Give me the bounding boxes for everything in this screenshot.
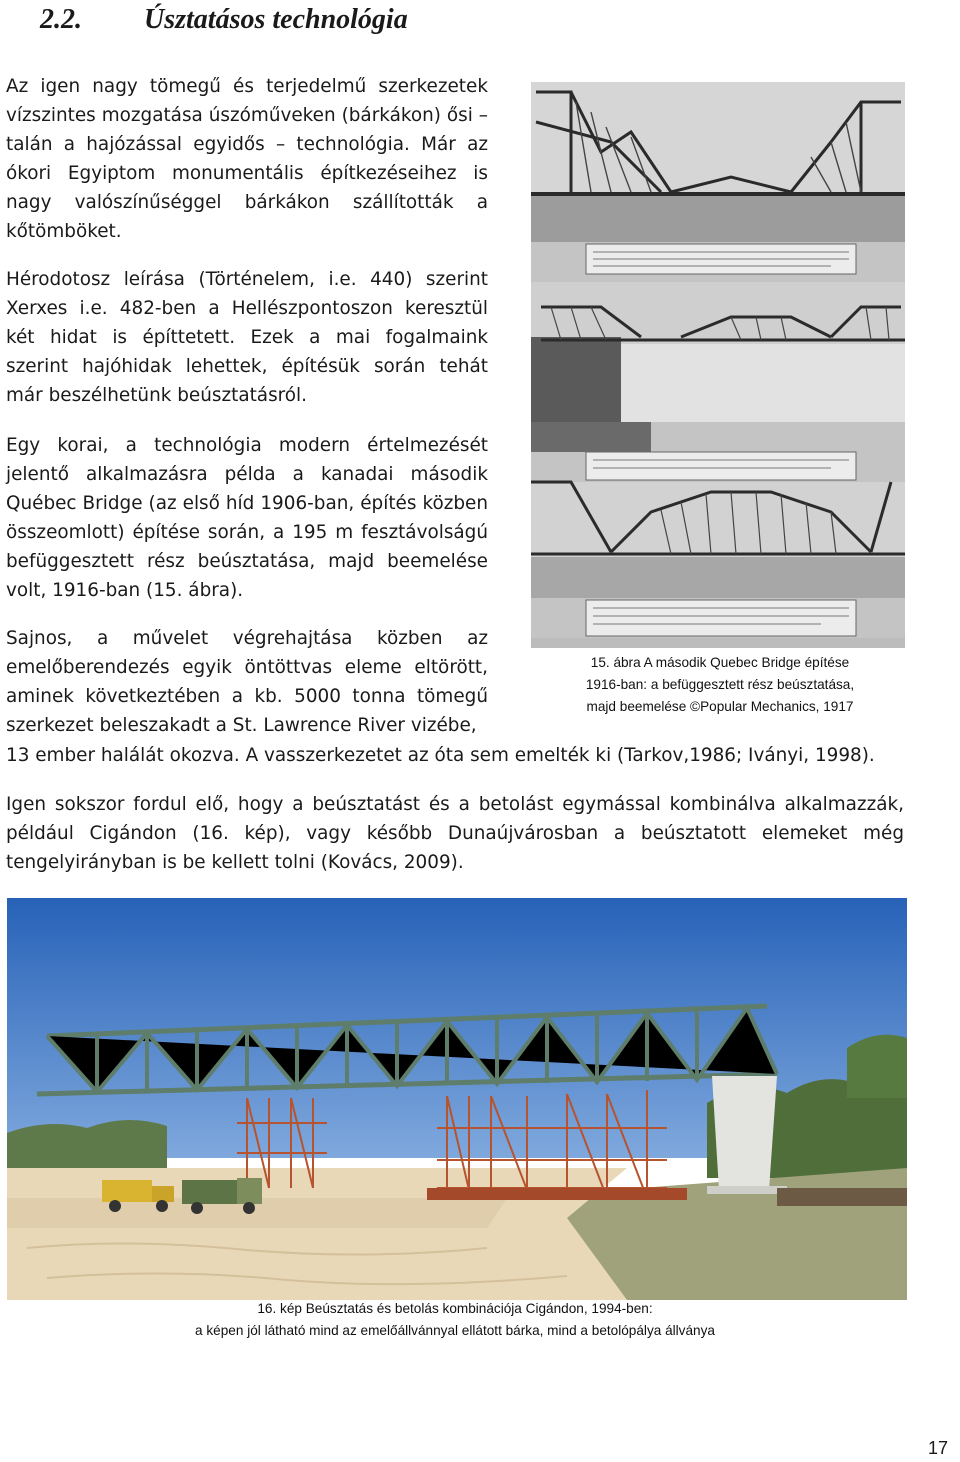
figure-16-caption-line: 16. kép Beúsztatás és betolás kombinációja Cigándon, 1994-ben: [257,1301,653,1316]
paragraph-accident-end: 13 ember halálát okozva. A vasszerkezetet az óta sem emelték ki (Tarkov,1986; Iványi, 1998). [6,745,875,766]
paragraph-cigand: Igen sokszor fordul elő, hogy a beúsztatást és a betolást egymással kombinálva alkalmazzák, például Cigándon (16. kép), vagy később Dunaújvárosban a beúsztatott elemeket még tengelyirányban is be kellett tolni (Kovács, 2009). [6,794,904,874]
figure-15-caption [520,652,920,718]
quebec-bridge-photo [531,82,905,648]
paragraph-accident: Sajnos, a művelet végrehajtása közben az emelőberendezés egyik öntöttvas eleme eltörött, aminek következtében a kb. 5000 tonna tömegű szerkezet beleszakadt a St. Lawrence River vizébe, [6,628,488,737]
section-heading [40,0,408,42]
figure-16-caption [0,1298,910,1342]
paragraph-quebec: Egy korai, a technológia modern értelmezését jelentő alkalmazásra példa a kanadai második Québec Bridge (az első híd 1906-ban, építés közben összeomlott) építése során, a 195 m fesztávolságú befüggesztett rész beúsztatása, majd beemelése volt, 1916-ban (15. ábra). [6,435,488,602]
figure-15-caption-line: 1916-ban: a befüggesztett rész beúsztatása, [585,677,855,692]
figure-16-caption-line: a képen jól látható mind az emelőállvánnyal ellátott bárka, mind a betolópálya állványa [195,1323,715,1338]
section-number: 2.2. [40,4,82,35]
section-title: Úsztatásos technológia [144,4,408,35]
paragraph-intro: Az igen nagy tömegű és terjedelmű szerkezetek vízszintes mozgatása úszóműveken (bárkákon) ősi – talán a hajózással egyidős – technológia. Már az ókori Egyiptom monumentális építkezéseihez is nagy valószínűséggel bárkákon szállították a kőtömböket. [6,76,488,243]
cigand-bridge-photo [7,898,907,1300]
page-number: 17 [928,1438,949,1458]
figure-15-caption-line: majd beemelése ©Popular Mechanics, 1917 [586,699,854,714]
paragraph-herodotus: Hérodotosz leírása (Történelem, i.e. 440) szerint Xerxes i.e. 482-ben a Hellészpontoszon keresztül két hidat is építtetett. Ezek a mai fogalmaink szerint hajóhidak lehettek, építésük során tehát már beszélhetünk beúsztatásról. [6,269,488,407]
figure-15-caption-line: 15. ábra A második Quebec Bridge építése [590,655,850,670]
